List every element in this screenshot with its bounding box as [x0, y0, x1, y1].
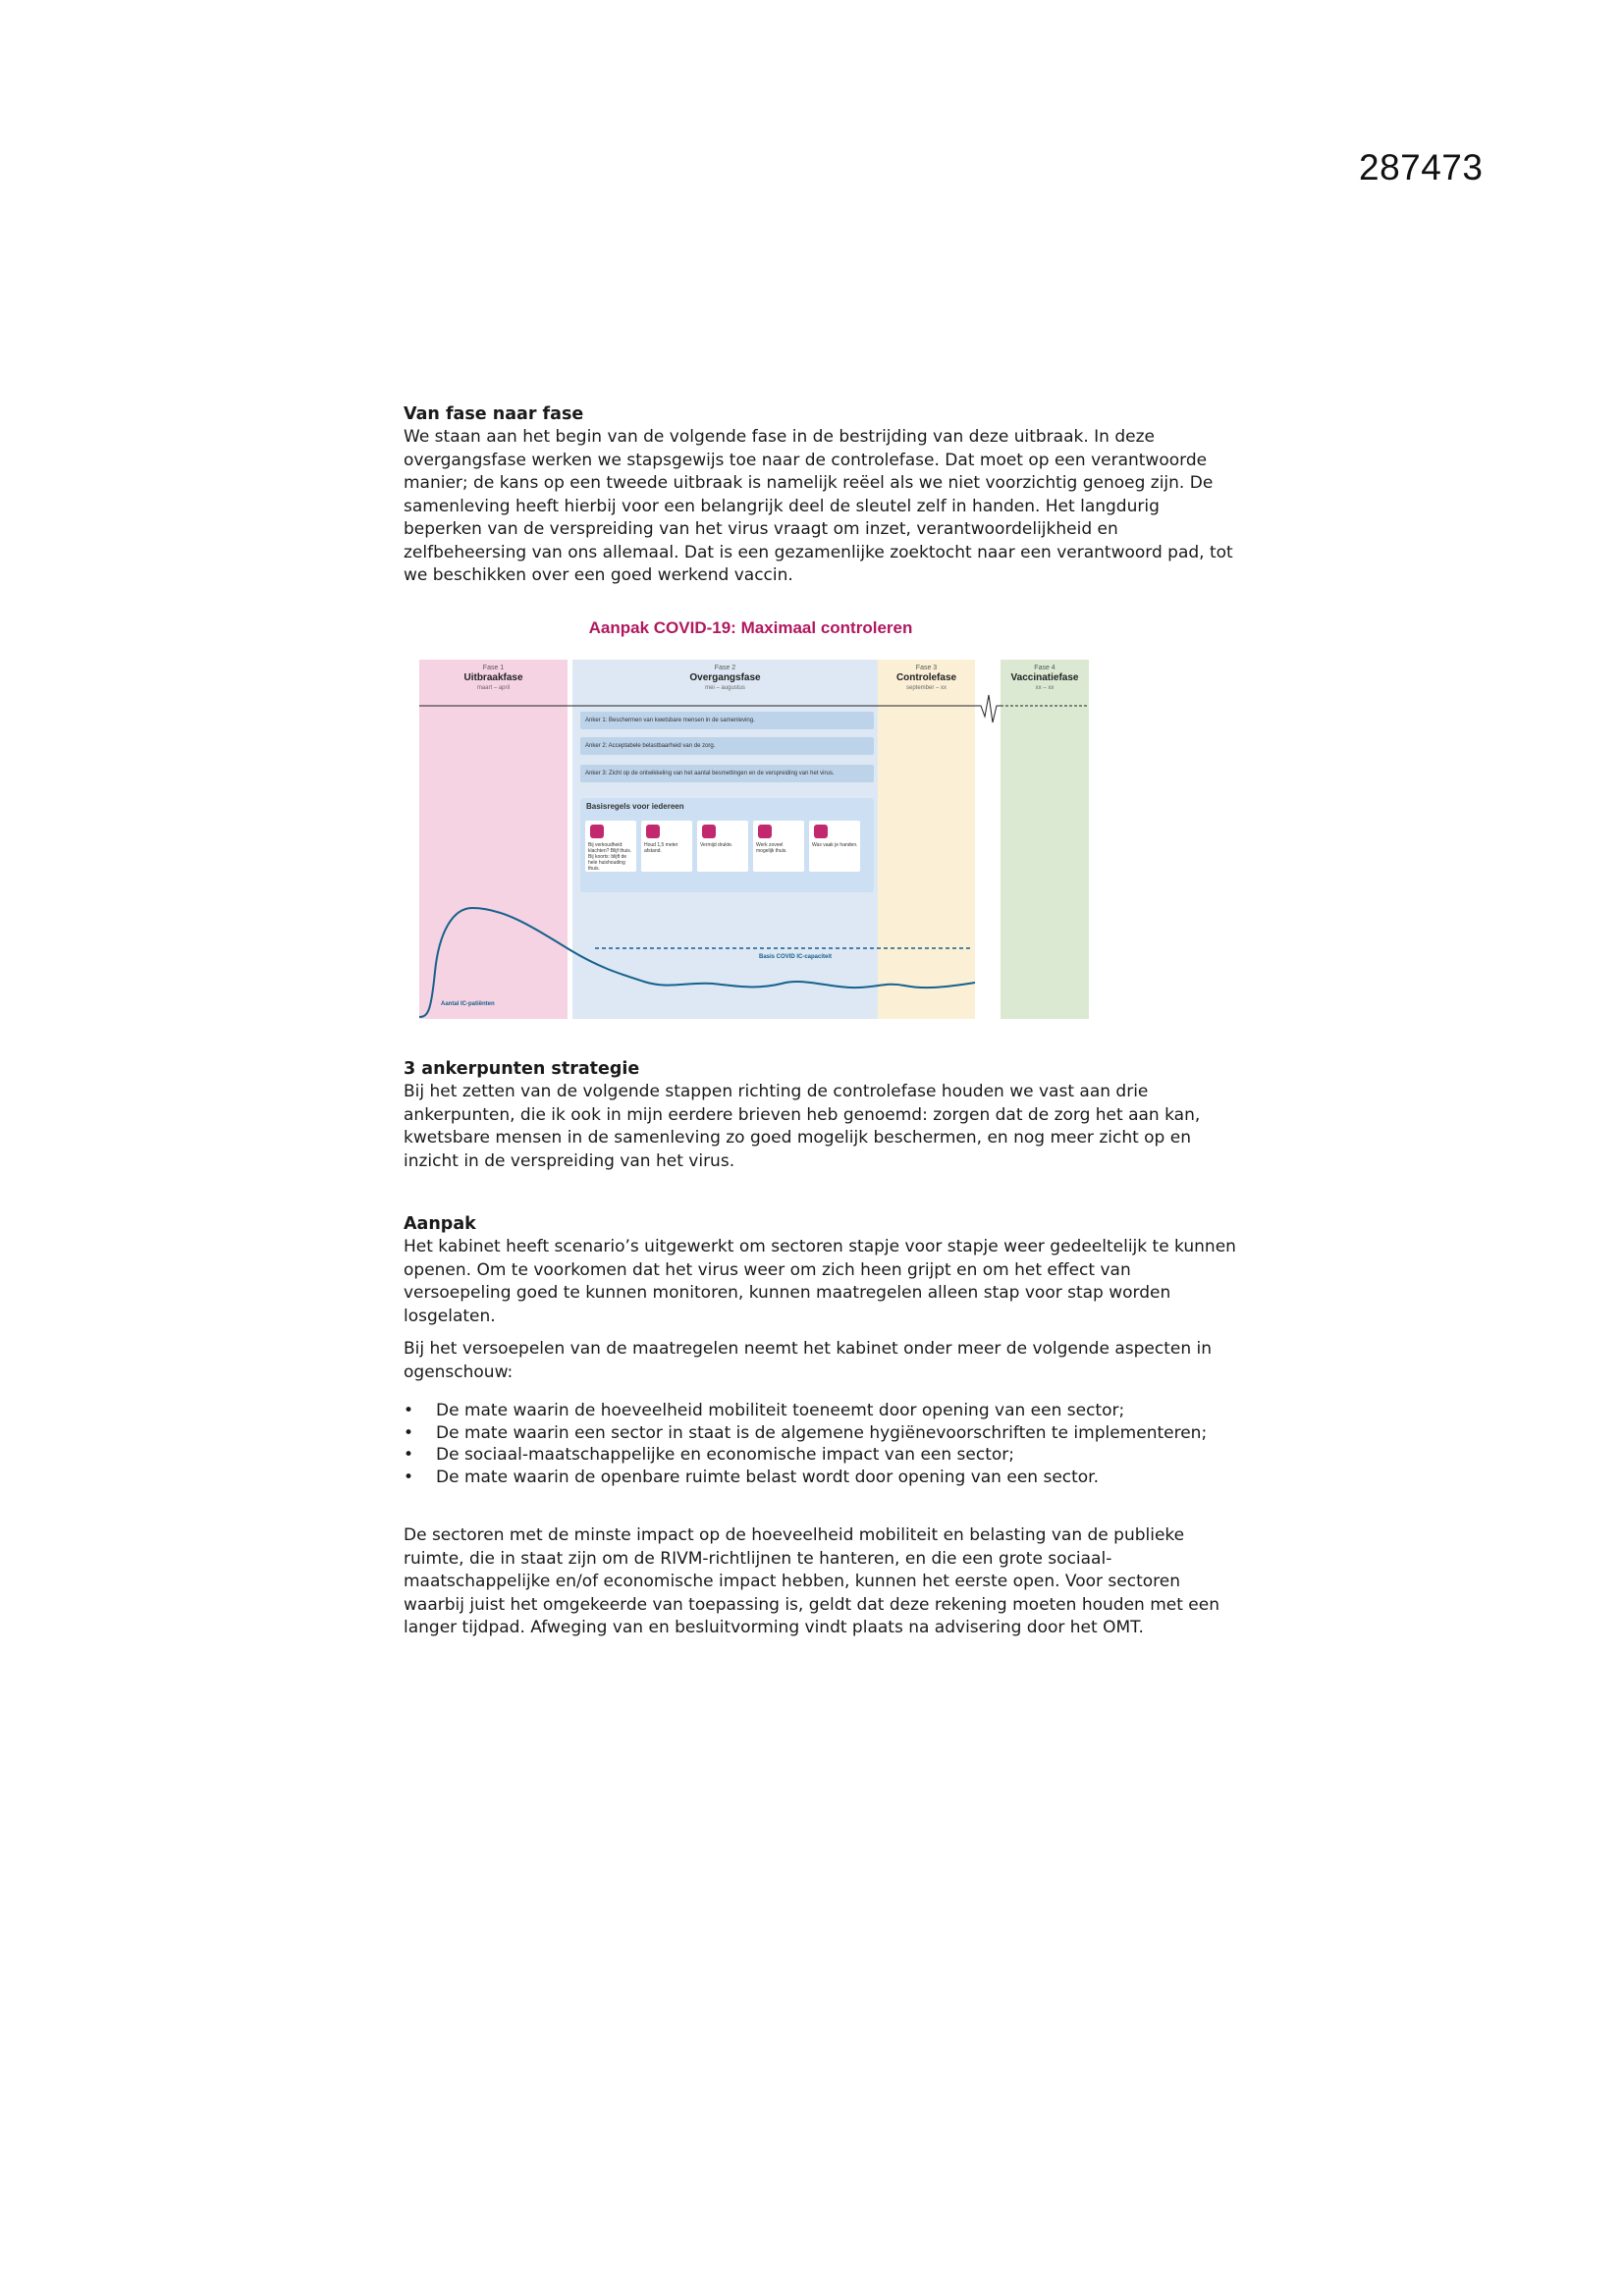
paragraph-line: samenleving heeft hierbij voor een belangrijk deel de sleutel zelf in handen. Het langdurig	[404, 496, 1160, 516]
paragraph-line: waarbij juist het omgekeerde van toepassing is, geldt dat deze rekening moeten houden met een	[404, 1594, 1219, 1615]
section-heading: Aanpak	[404, 1214, 476, 1234]
phase-dates: maart – april	[476, 685, 511, 691]
list-item: • De mate waarin de hoeveelheid mobiliteit toeneemt door opening van een sector;	[404, 1400, 1238, 1422]
list-item: • De sociaal-maatschappelijke en economische impact van een sector;	[404, 1444, 1238, 1467]
paragraph-line: kwetsbare mensen in de samenleving zo goed mogelijk beschermen, en nog meer zicht op en	[404, 1128, 1191, 1148]
phase-name: Controlefase	[895, 672, 957, 683]
rule-label: Bij verkoudheid: klachten? Blijf thuis. Bij koorts: blijft de hele huishouding thuis.	[588, 842, 632, 872]
paragraph-line: We staan aan het begin van de volgende fase in de bestrijding van deze uitbraak. In deze	[404, 427, 1155, 447]
anchor-bar-2: Anker 2: Acceptabele belastbaarheid van de zorg.	[580, 737, 874, 755]
phase-number: Fase 2	[714, 665, 736, 671]
list-item: • De mate waarin een sector in staat is de algemene hygiënevoorschriften te implementeren;	[404, 1422, 1238, 1445]
capacity-label: Basis COVID IC-capaciteit	[759, 954, 833, 960]
phase-number: Fase 1	[482, 665, 505, 671]
paragraph-line: manier; de kans op een tweede uitbraak is namelijk reëel als we niet voorzichtig genoeg zijn. De	[404, 473, 1214, 493]
list-item: • De mate waarin de openbare ruimte belast wordt door opening van een sector.	[404, 1467, 1238, 1489]
paragraph-line: inzicht in de verspreiding van het virus.	[404, 1150, 735, 1171]
section-heading: 3 ankerpunten strategie	[404, 1059, 640, 1079]
section-heading: Van fase naar fase	[404, 404, 584, 424]
paragraph-line: ogenschouw:	[404, 1362, 514, 1382]
paragraph-line: openen. Om te voorkomen dat het virus weer om zich heen grijpt en om het effect van	[404, 1259, 1131, 1280]
paragraph-line: overgangsfase werken we stapsgewijs toe naar de controlefase. Dat moet op een verantwoorde	[404, 450, 1208, 470]
paragraph-line: ankerpunten, die ik ook in mijn eerdere brieven heb genoemd: zorgen dat de zorg het aan kan,	[404, 1104, 1201, 1125]
section-aanpak	[404, 1213, 1238, 1328]
phase-number: Fase 3	[915, 665, 938, 671]
phase-name: Overgangsfase	[689, 672, 761, 683]
paragraph-line: langer tijdpad. Afweging van en besluitvorming vindt plaats na advisering door het OMT.	[404, 1618, 1144, 1637]
phase-dates: xx – xx	[1035, 685, 1055, 691]
paragraph-line: ruimte, die in staat zijn om de RIVM-richtlijnen te hanteren, en die een grote sociaal-	[404, 1548, 1112, 1569]
aspects-intro	[404, 1338, 1238, 1384]
rule-label: Vermijd drukte.	[700, 842, 733, 848]
anchor-bar-3: Anker 3: Zicht op de ontwikkeling van het aantal besmettingen en de verspreiding van het virus.	[580, 765, 874, 782]
paragraph-line: Bij het zetten van de volgende stappen richting de controlefase houden we vast aan drie	[404, 1082, 1149, 1101]
ic-patients-curve	[419, 908, 975, 1017]
closing-paragraph	[404, 1524, 1238, 1640]
phase-dates: september – xx	[905, 685, 947, 691]
anchor-bar-1: Anker 1: Beschermen van kwetsbare mensen in de samenleving.	[580, 712, 874, 729]
section-van-fase-naar-fase	[404, 403, 1238, 588]
paragraph-line: losgelaten.	[404, 1306, 496, 1326]
paragraph-line: versoepeling goed te kunnen monitoren, kunnen maatregelen alleen stap voor stap worden	[404, 1283, 1171, 1303]
document-number: 287473	[1359, 147, 1484, 187]
curve-label: Aantal IC-patiënten	[441, 1001, 495, 1007]
rule-label: Was vaak je handen.	[812, 842, 858, 848]
aspects-list	[404, 1400, 1238, 1488]
paragraph-line: we beschikken over een goed werkend vaccin.	[404, 565, 793, 585]
phase-number: Fase 4	[1034, 665, 1056, 671]
phase-name: Vaccinatiefase	[1010, 672, 1079, 683]
phase-dates: mei – augustus	[705, 685, 745, 691]
figure-curves	[413, 609, 1088, 1021]
rule-label: Houd 1,5 meter afstand.	[644, 842, 678, 854]
section-ankerpunten	[404, 1058, 1238, 1173]
phase-name: Uitbraakfase	[463, 672, 523, 683]
paragraph-line: Bij het versoepelen van de maatregelen neemt het kabinet onder meer de volgende aspecten in	[404, 1339, 1212, 1359]
figure-title: Aanpak COVID-19: Maximaal controleren	[588, 618, 913, 637]
paragraph-line: beperken van de verspreiding van het virus vraagt om inzet, verantwoordelijkheid en	[404, 519, 1118, 539]
paragraph-line: maatschappelijke en/of economische impact hebben, kunnen het eerste open. Voor sectoren	[404, 1572, 1180, 1591]
paragraph-line: De sectoren met de minste impact op de hoeveelheid mobiliteit en belasting van de publieke	[404, 1525, 1185, 1545]
paragraph-line: Het kabinet heeft scenario’s uitgewerkt om sectoren stapje voor stapje weer gedeeltelijk te kunnen	[404, 1237, 1236, 1256]
rule-label: Werk zoveel mogelijk thuis.	[756, 842, 787, 854]
rules-title: Basisregels voor iedereen	[586, 802, 684, 811]
break-symbol	[975, 695, 1001, 722]
covid-approach-figure	[413, 609, 1088, 1021]
paragraph-line: zelfbeheersing van ons allemaal. Dat is een gezamenlijke zoektocht naar een verantwoord pad, tot	[404, 542, 1233, 562]
